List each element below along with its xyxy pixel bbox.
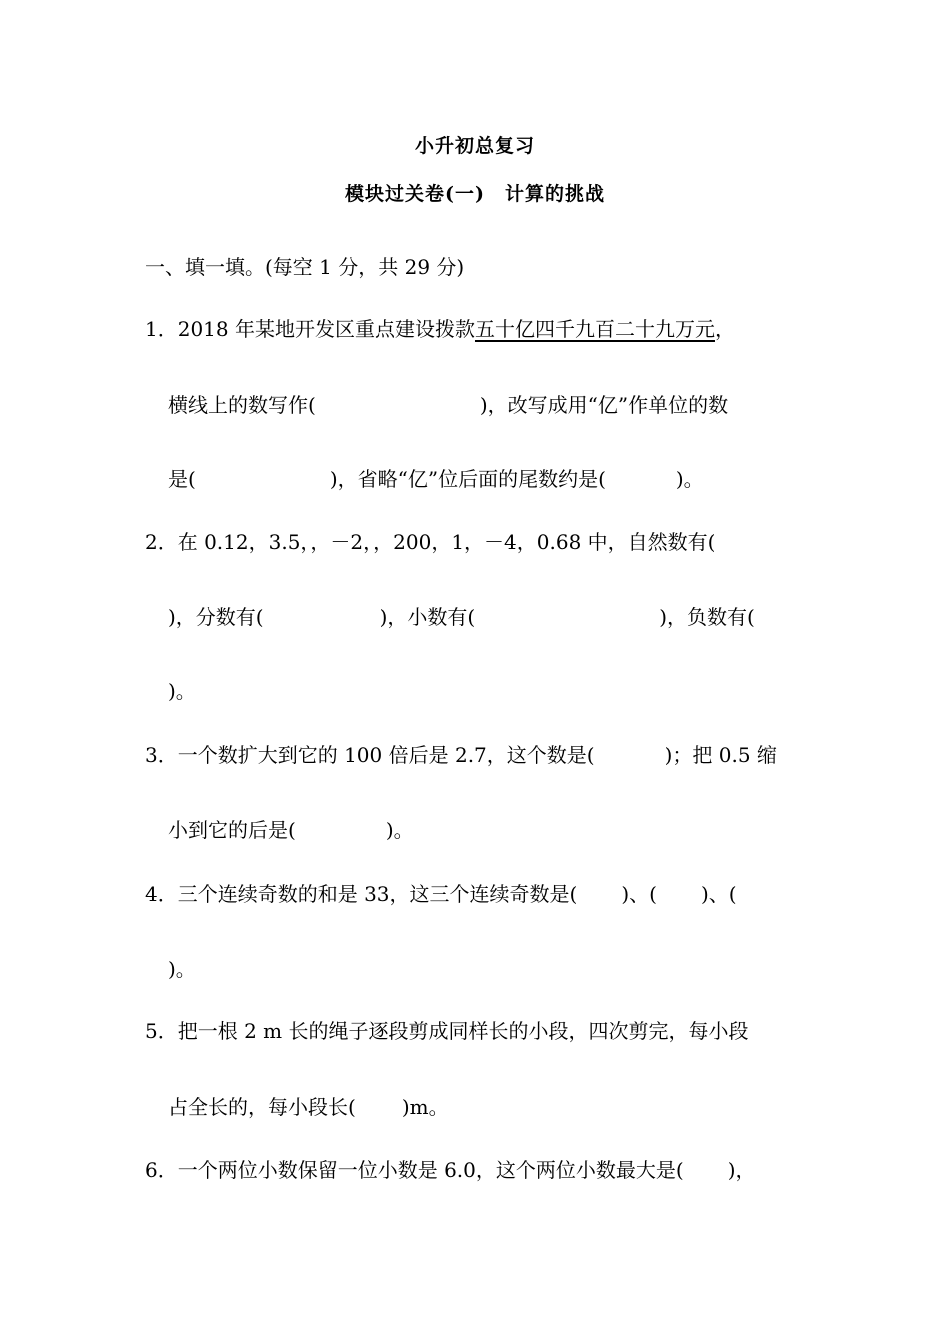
q1-l2-text-end: )，改写成用“亿”作单位的数	[479, 393, 729, 417]
q1-l2-text: 横线上的数写作(	[168, 393, 316, 417]
question-3-line-2	[168, 817, 414, 843]
question-5-line-1: 5．把一根 2 m 长的绳子逐段剪成同样长的小段，四次剪完，每小段	[145, 1019, 749, 1043]
q1-l3-text-end: )。	[675, 467, 704, 491]
q2-l2-b: )，小数有(	[379, 605, 476, 629]
q3-l2-text-end: )。	[385, 818, 414, 842]
question-4-line-2: )。	[168, 957, 196, 981]
question-1-line-3	[168, 466, 704, 492]
q6-l1-text-end: )，	[727, 1158, 756, 1182]
q4-l1-sep-2: )、(	[700, 882, 737, 906]
q4-l1-text: 4．三个连续奇数的和是 33，这三个连续奇数是(	[145, 882, 578, 906]
q2-l2-a: )，分数有(	[168, 605, 264, 629]
section-heading: 一、填一填。(每空 1 分，共 29 分)	[145, 255, 465, 279]
question-3-line-1	[145, 742, 777, 768]
question-6-line-1	[145, 1157, 756, 1183]
q5-l2-text-end: )m。	[401, 1095, 449, 1119]
page-subtitle: 模块过关卷(一) 计算的挑战	[345, 183, 605, 205]
question-4-line-1	[145, 881, 737, 907]
page-title: 小升初总复习	[414, 135, 535, 157]
q3-l2-text: 小到它的后是(	[168, 818, 296, 842]
q1-underlined-amount: 五十亿四千九百二十九万元	[474, 317, 715, 341]
q3-l1-text-end: )；把 0.5 缩	[664, 743, 777, 767]
question-1-line-1	[145, 316, 735, 342]
q5-l2-text: 占全长的，每小段长(	[168, 1095, 356, 1119]
q2-l2-c: )，负数有(	[659, 605, 755, 629]
q4-l1-sep-1: )、(	[621, 882, 657, 906]
q6-l1-text: 6．一个两位小数保留一位小数是 6.0，这个两位小数最大是(	[145, 1158, 684, 1182]
question-5-line-2	[168, 1094, 449, 1120]
q1-text-end: ，	[714, 317, 735, 341]
q1-l3-text: 是(	[168, 467, 196, 491]
question-1-line-2	[168, 392, 728, 418]
q3-l1-text: 3．一个数扩大到它的 100 倍后是 2.7，这个数是(	[145, 743, 595, 767]
q1-text: 1．2018 年某地开发区重点建设拨款	[145, 317, 475, 341]
q1-l3-text-mid: )，省略“亿”位后面的尾数约是(	[329, 467, 606, 491]
question-2-line-3: )。	[168, 679, 196, 703]
question-2-line-1: 2．在 0.12，3.5，，－2，，200，1，－4，0.68 中，自然数有(	[145, 530, 716, 554]
question-2-line-2	[168, 604, 755, 630]
